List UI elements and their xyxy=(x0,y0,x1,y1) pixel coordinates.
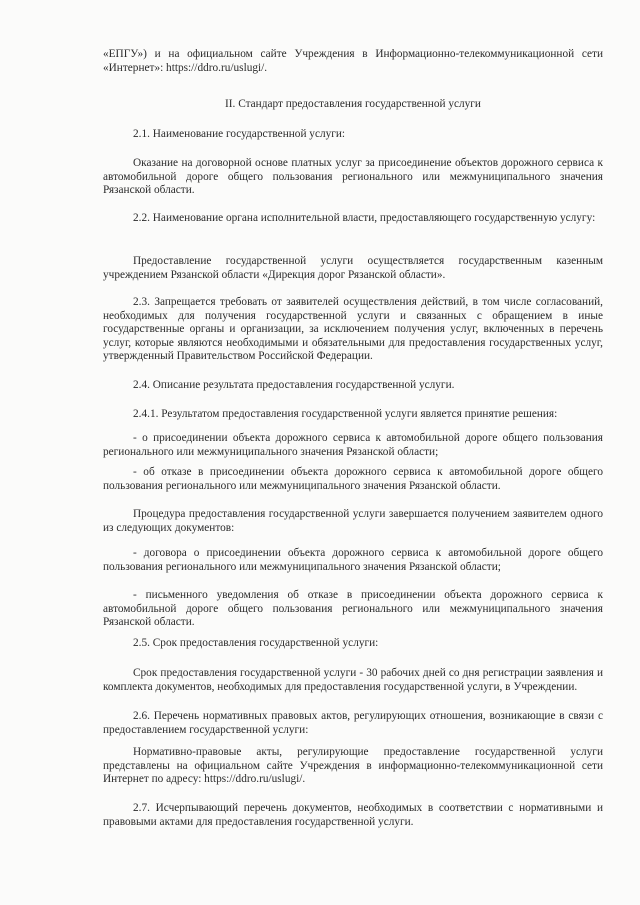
bullet-accession: - о присоединении объекта дорожного сервиса к автомобильной дороге общего пользования регионального или межмуниципального значения Рязанской области; xyxy=(103,432,603,458)
bullet-refusal: - об отказе в присоединении объекта дорожного сервиса к автомобильной дороге общего пользования регионального или межмуниципального значения Рязанской области. xyxy=(103,466,603,492)
bullet-notification: - письменного уведомления об отказе в присоединении объекта дорожного сервиса к автомобильной дороге общего пользования регионального или межмуниципального значения Рязанской области. xyxy=(103,589,603,629)
paragraph-2-1: Оказание на договорной основе платных услуг за присоединение объектов дорожного сервиса к автомобильной дороге общего пользования регионального или межмуниципального значения Рязанской области. xyxy=(103,157,603,197)
bullet-contract: - договора о присоединении объекта дорожного сервиса к автомобильной дороге общего пользования регионального или межмуниципального значения Рязанской области; xyxy=(103,547,603,573)
paragraph-2-4-1: 2.4.1. Результатом предоставления государственной услуги является принятие решения: xyxy=(133,408,558,420)
heading-2-5: 2.5. Срок предоставления государственной услуги: xyxy=(133,637,379,649)
paragraph-2-6: Нормативно-правовые акты, регулирующие предоставление государственной услуги представлены на официальном сайте Учреждения в информационно-телекоммуникационной сети Интернет по адресу: https://ddro.ru/uslugi/. xyxy=(103,746,603,786)
paragraph-2-7: 2.7. Исчерпывающий перечень документов, необходимых в соответствии с нормативными и правовыми актами для предоставления государственной услуги. xyxy=(103,802,603,828)
intro-paragraph: «ЕПГУ») и на официальном сайте Учреждения в Информационно-телекоммуникационной сети «Интернет»: https://ddro.ru/uslugi/. xyxy=(103,48,603,74)
section-title: II. Стандарт предоставления государственной услуги xyxy=(225,98,481,110)
heading-2-4: 2.4. Описание результата предоставления государственной услуги. xyxy=(133,379,455,391)
paragraph-2-5: Срок предоставления государственной услуги - 30 рабочих дней со дня регистрации заявления и комплекта документов, необходимых для предоставления государственной услуги, в Учреждении. xyxy=(103,667,603,693)
heading-2-2: 2.2. Наименование органа исполнительной власти, предоставляющего государственную услугу: xyxy=(133,212,596,224)
paragraph-2-3: 2.3. Запрещается требовать от заявителей осуществления действий, в том числе согласований, необходимых для получения государственной услуги и связанных с обращением в иные государственные органы и организации, за исключением получения услуг, включенных в перечень услуг, которые являются необходимыми и обязательными для предоставления государственных услуг, утвержденный Правительством Российской Федерации. xyxy=(103,296,603,363)
heading-2-6: 2.6. Перечень нормативных правовых актов, регулирующих отношения, возникающие в связи с предоставлением государственной услуги: xyxy=(103,710,603,736)
paragraph-2-2: Предоставление государственной услуги осуществляется государственным казенным учреждением Рязанской области «Дирекция дорог Рязанской области». xyxy=(103,255,603,281)
paragraph-procedure: Процедура предоставления государственной услуги завершается получением заявителем одного из следующих документов: xyxy=(103,508,603,534)
heading-2-1: 2.1. Наименование государственной услуги: xyxy=(133,128,346,140)
